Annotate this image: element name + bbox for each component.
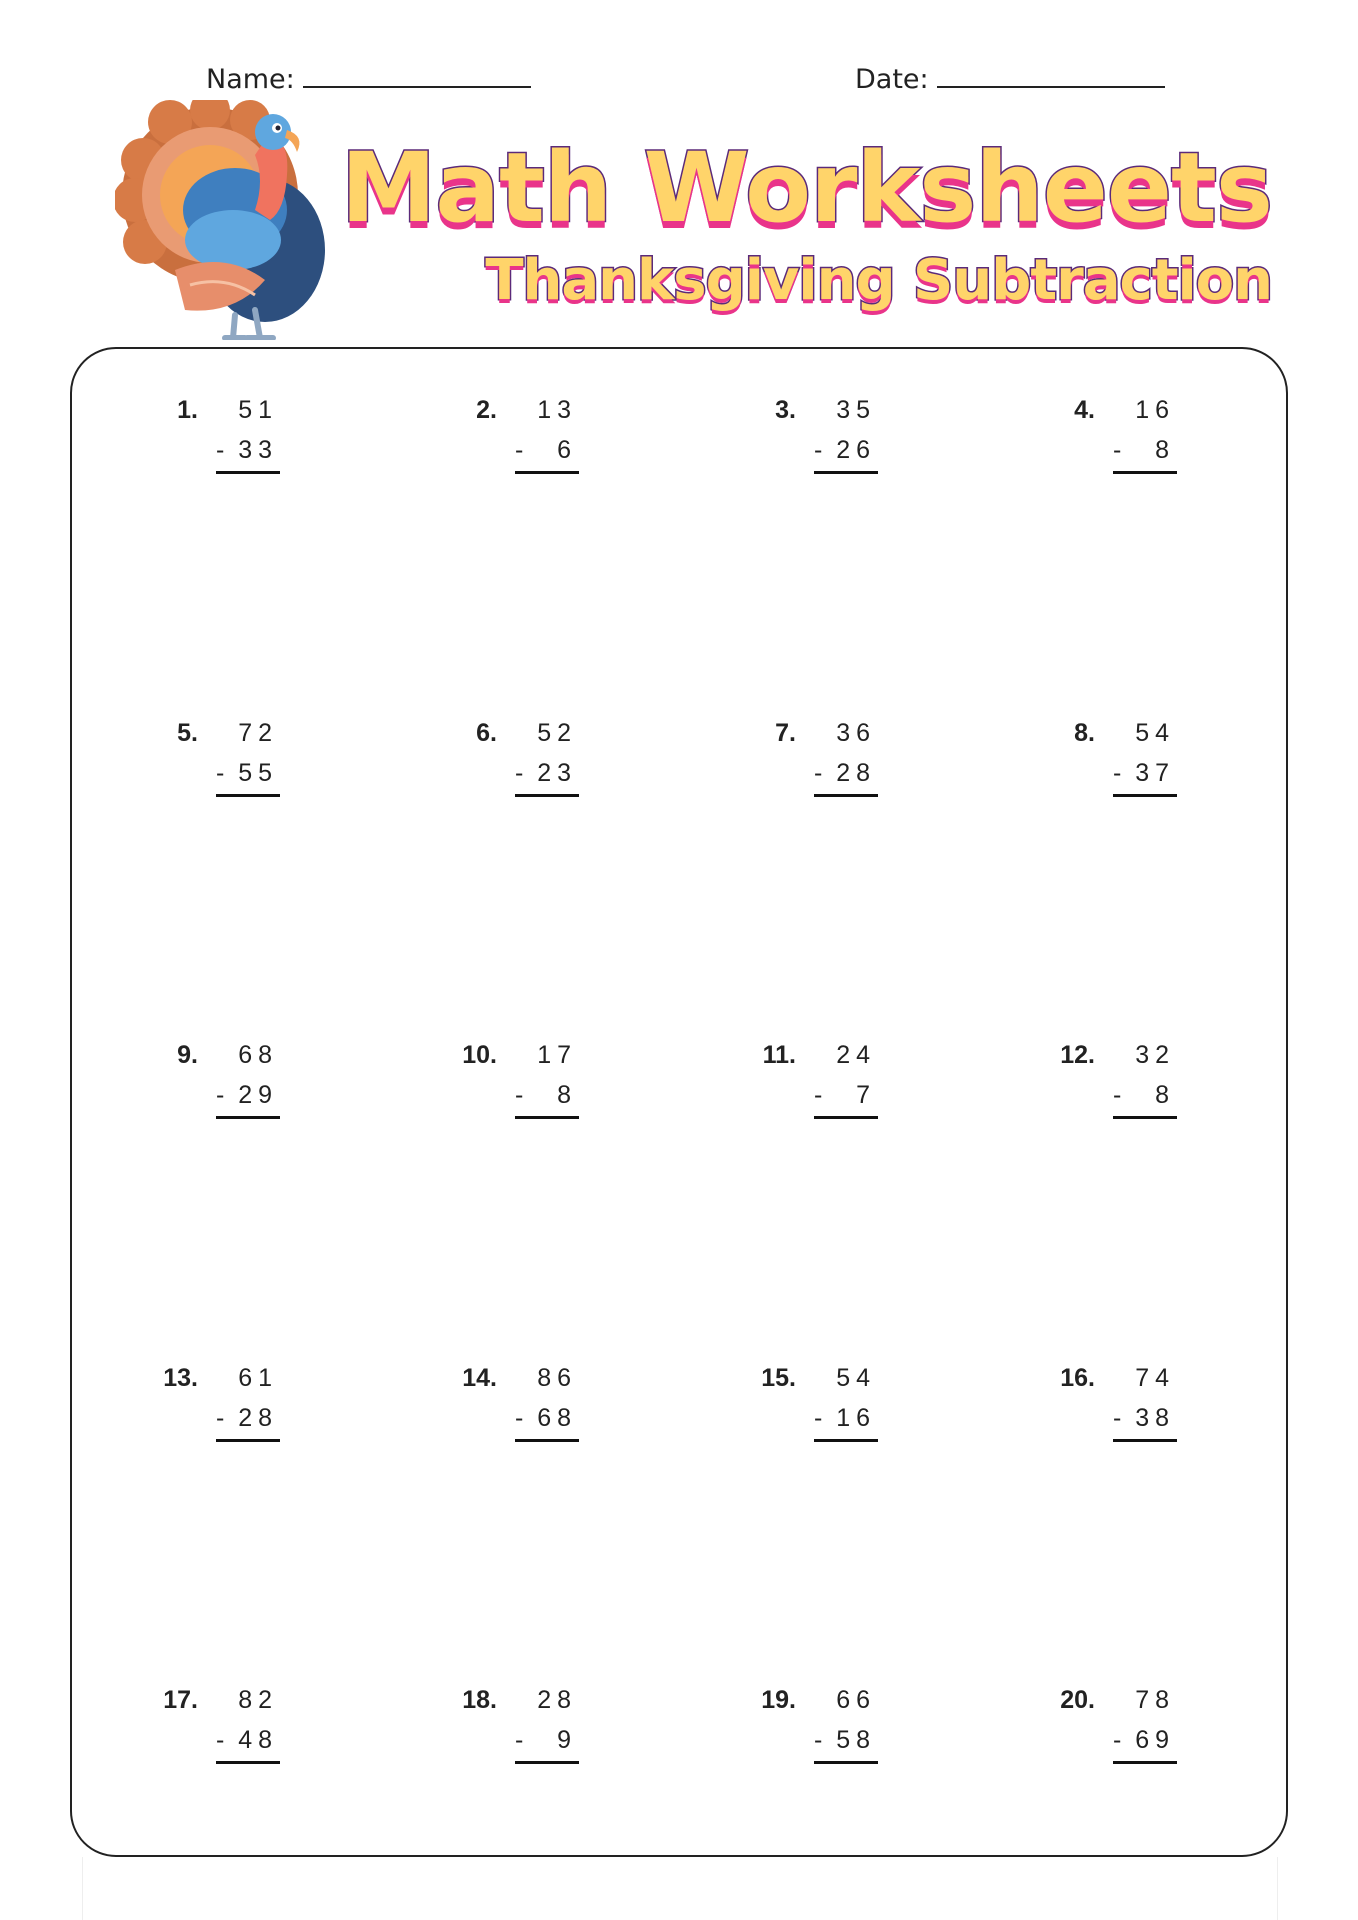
answer-line[interactable] xyxy=(216,1761,280,1764)
problem-number: 20. xyxy=(1060,1686,1095,1714)
problem-number: 10. xyxy=(462,1041,497,1069)
minus-sign: - xyxy=(1113,759,1122,787)
answer-line[interactable] xyxy=(515,471,579,474)
worksheet-subtitle: Thanksgiving Subtraction xyxy=(485,248,1272,313)
minus-sign: - xyxy=(1113,1404,1122,1432)
problem-number: 19. xyxy=(761,1686,796,1714)
name-label: Name: xyxy=(206,64,295,95)
minuend: 24 xyxy=(836,1041,876,1069)
problem-20 xyxy=(1035,1650,1185,1770)
subtrahend: 28 xyxy=(238,1404,278,1432)
minus-sign: - xyxy=(515,759,524,787)
problem-10 xyxy=(437,1005,587,1125)
minus-sign: - xyxy=(515,1081,524,1109)
minuend: 32 xyxy=(1135,1041,1175,1069)
name-field[interactable] xyxy=(206,58,531,95)
subtrahend: 8 xyxy=(1155,1081,1175,1109)
answer-line[interactable] xyxy=(216,1116,280,1119)
minuend: 28 xyxy=(537,1686,577,1714)
minus-sign: - xyxy=(515,1726,524,1754)
problem-number: 4. xyxy=(1074,396,1095,424)
problem-number: 3. xyxy=(775,396,796,424)
problem-number: 1. xyxy=(177,396,198,424)
minuend: 13 xyxy=(537,396,577,424)
problem-2 xyxy=(437,360,587,480)
subtrahend: 33 xyxy=(238,436,278,464)
subtrahend: 6 xyxy=(557,436,577,464)
minus-sign: - xyxy=(1113,1081,1122,1109)
subtrahend: 28 xyxy=(836,759,876,787)
answer-line[interactable] xyxy=(1113,471,1177,474)
problem-6 xyxy=(437,683,587,803)
subtrahend: 9 xyxy=(557,1726,577,1754)
turkey-icon xyxy=(115,100,355,340)
name-blank-line[interactable] xyxy=(303,58,531,88)
problem-12 xyxy=(1035,1005,1185,1125)
answer-line[interactable] xyxy=(1113,1761,1177,1764)
minuend: 17 xyxy=(537,1041,577,1069)
answer-line[interactable] xyxy=(814,1116,878,1119)
minus-sign: - xyxy=(216,1404,225,1432)
subtrahend: 38 xyxy=(1135,1404,1175,1432)
subtrahend: 29 xyxy=(238,1081,278,1109)
problem-number: 13. xyxy=(163,1364,198,1392)
subtrahend: 8 xyxy=(1155,436,1175,464)
answer-line[interactable] xyxy=(216,471,280,474)
problem-17 xyxy=(138,1650,288,1770)
problem-18 xyxy=(437,1650,587,1770)
minuend: 68 xyxy=(238,1041,278,1069)
problem-number: 9. xyxy=(177,1041,198,1069)
date-blank-line[interactable] xyxy=(937,58,1165,88)
problem-3 xyxy=(736,360,886,480)
subtrahend: 48 xyxy=(238,1726,278,1754)
minuend: 51 xyxy=(238,396,278,424)
problem-5 xyxy=(138,683,288,803)
page-footer-area xyxy=(82,1857,1278,1920)
subtrahend: 58 xyxy=(836,1726,876,1754)
answer-line[interactable] xyxy=(515,1761,579,1764)
turkey-head xyxy=(255,114,291,150)
subtrahend: 68 xyxy=(537,1404,577,1432)
minus-sign: - xyxy=(814,1404,823,1432)
answer-line[interactable] xyxy=(814,794,878,797)
minuend: 54 xyxy=(1135,719,1175,747)
minuend: 86 xyxy=(537,1364,577,1392)
minus-sign: - xyxy=(216,1081,225,1109)
minus-sign: - xyxy=(216,1726,225,1754)
problem-number: 16. xyxy=(1060,1364,1095,1392)
problem-number: 15. xyxy=(761,1364,796,1392)
problem-number: 18. xyxy=(462,1686,497,1714)
problem-15 xyxy=(736,1328,886,1448)
minuend: 36 xyxy=(836,719,876,747)
minuend: 72 xyxy=(238,719,278,747)
problem-7 xyxy=(736,683,886,803)
subtrahend: 55 xyxy=(238,759,278,787)
minus-sign: - xyxy=(814,759,823,787)
subtrahend: 7 xyxy=(856,1081,876,1109)
problem-number: 12. xyxy=(1060,1041,1095,1069)
subtrahend: 16 xyxy=(836,1404,876,1432)
minuend: 66 xyxy=(836,1686,876,1714)
problem-number: 14. xyxy=(462,1364,497,1392)
minuend: 35 xyxy=(836,396,876,424)
problem-number: 8. xyxy=(1074,719,1095,747)
subtrahend: 8 xyxy=(557,1081,577,1109)
answer-line[interactable] xyxy=(515,1439,579,1442)
problem-8 xyxy=(1035,683,1185,803)
problem-9 xyxy=(138,1005,288,1125)
worksheet-title: Math Worksheets xyxy=(340,132,1272,244)
answer-line[interactable] xyxy=(814,471,878,474)
minus-sign: - xyxy=(216,759,225,787)
answer-line[interactable] xyxy=(216,1439,280,1442)
minus-sign: - xyxy=(515,436,524,464)
minuend: 61 xyxy=(238,1364,278,1392)
problem-number: 7. xyxy=(775,719,796,747)
minus-sign: - xyxy=(814,1726,823,1754)
minus-sign: - xyxy=(1113,1726,1122,1754)
subtrahend: 37 xyxy=(1135,759,1175,787)
minuend: 16 xyxy=(1135,396,1175,424)
minus-sign: - xyxy=(1113,436,1122,464)
problem-1 xyxy=(138,360,288,480)
date-label: Date: xyxy=(855,64,929,95)
problem-number: 5. xyxy=(177,719,198,747)
minuend: 54 xyxy=(836,1364,876,1392)
subtrahend: 23 xyxy=(537,759,577,787)
minuend: 52 xyxy=(537,719,577,747)
answer-line[interactable] xyxy=(515,794,579,797)
subtrahend: 69 xyxy=(1135,1726,1175,1754)
answer-line[interactable] xyxy=(216,794,280,797)
problem-13 xyxy=(138,1328,288,1448)
problem-4 xyxy=(1035,360,1185,480)
subtrahend: 26 xyxy=(836,436,876,464)
problem-number: 11. xyxy=(762,1041,796,1069)
problem-number: 2. xyxy=(476,396,497,424)
minus-sign: - xyxy=(216,436,225,464)
minus-sign: - xyxy=(814,1081,823,1109)
answer-line[interactable] xyxy=(1113,1439,1177,1442)
problem-16 xyxy=(1035,1328,1185,1448)
answer-line[interactable] xyxy=(814,1439,878,1442)
answer-line[interactable] xyxy=(515,1116,579,1119)
minuend: 78 xyxy=(1135,1686,1175,1714)
problem-11 xyxy=(736,1005,886,1125)
problem-number: 17. xyxy=(163,1686,198,1714)
answer-line[interactable] xyxy=(814,1761,878,1764)
answer-line[interactable] xyxy=(1113,794,1177,797)
problem-number: 6. xyxy=(476,719,497,747)
minuend: 74 xyxy=(1135,1364,1175,1392)
problem-14 xyxy=(437,1328,587,1448)
answer-line[interactable] xyxy=(1113,1116,1177,1119)
minus-sign: - xyxy=(515,1404,524,1432)
date-field[interactable] xyxy=(855,58,1165,95)
problem-19 xyxy=(736,1650,886,1770)
minuend: 82 xyxy=(238,1686,278,1714)
minus-sign: - xyxy=(814,436,823,464)
